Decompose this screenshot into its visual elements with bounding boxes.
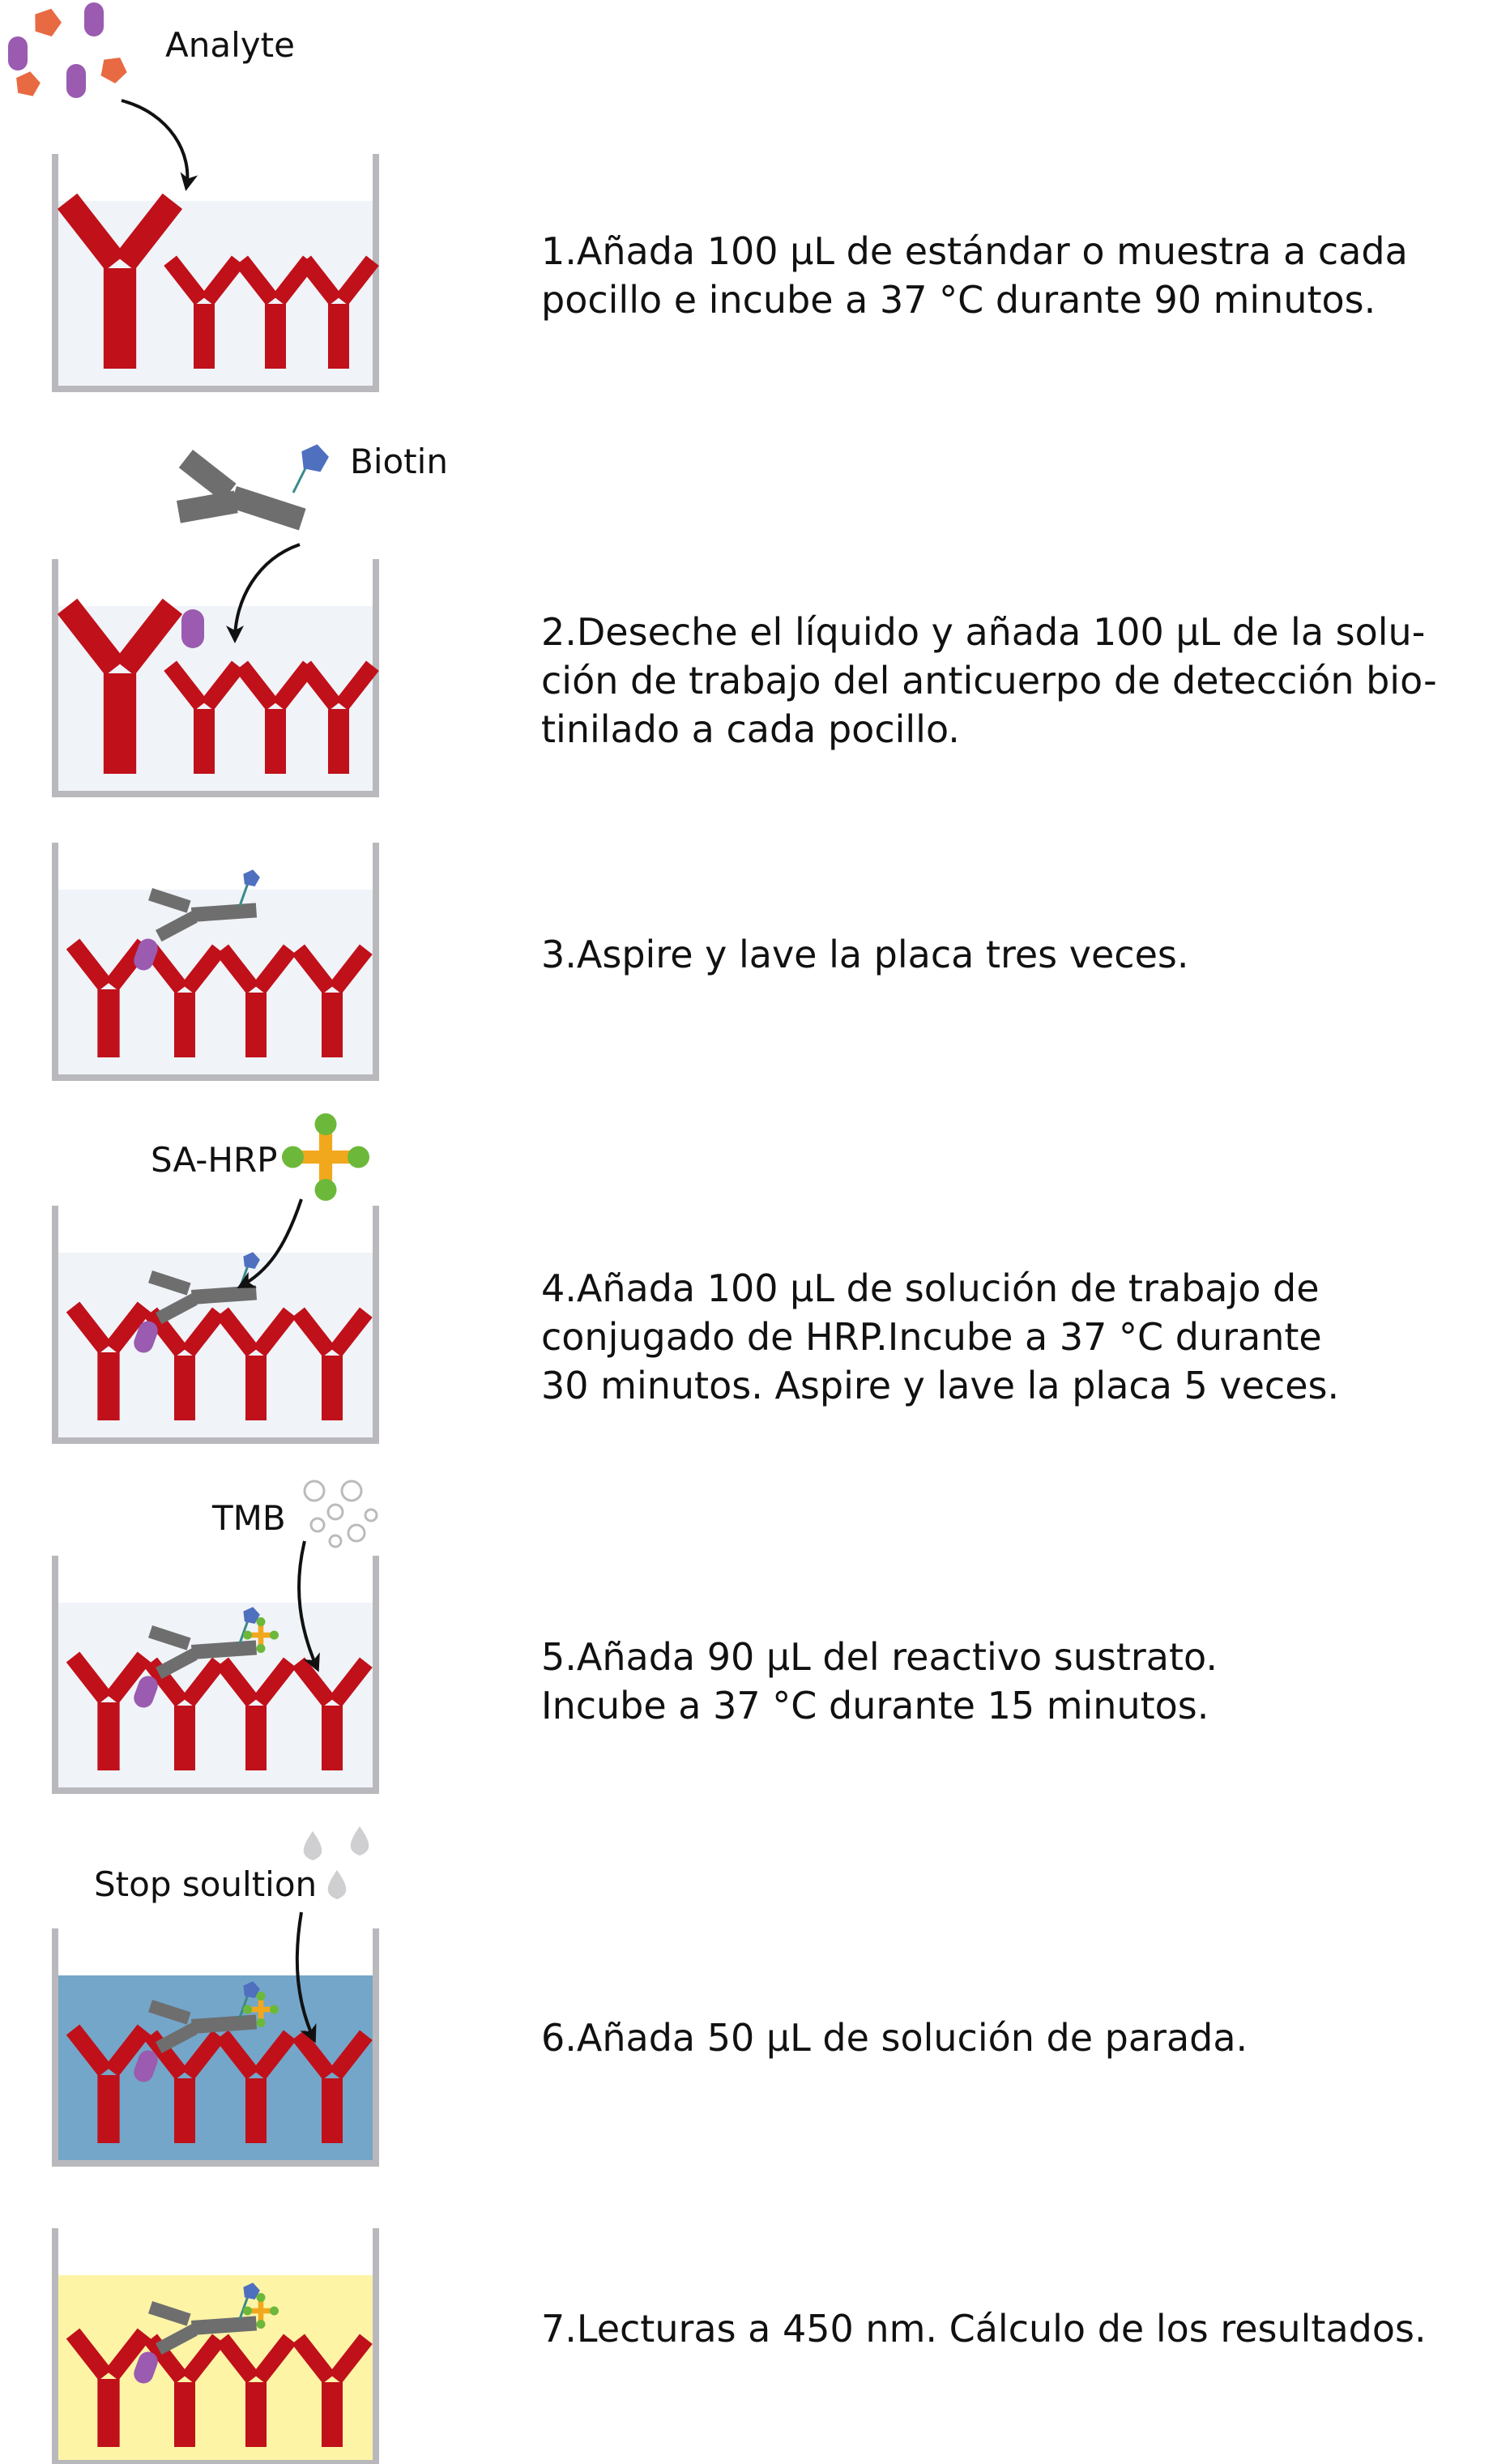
hrp-node	[270, 1631, 279, 1640]
step-text-line: 1.Añada 100 μL de estándar o muestra a cada	[541, 229, 1408, 273]
step-text-3	[541, 930, 1497, 979]
hrp-node	[315, 1113, 337, 1135]
sa-hrp-label: SA-HRP	[151, 1140, 278, 1180]
hrp-node	[270, 2307, 279, 2316]
hrp-node	[257, 1992, 266, 2001]
hrp-node	[257, 1617, 266, 1626]
antibody-stem	[174, 1706, 195, 1770]
panel-step3	[55, 843, 376, 1078]
hrp-node	[257, 2320, 266, 2329]
analyte-arrow	[122, 100, 187, 188]
step-text-line: Incube a 37 °C durante 15 minutos.	[541, 1684, 1209, 1727]
panel-step7	[55, 2228, 376, 2463]
tmb-bubble-icon	[348, 1525, 365, 1541]
antibody-stem	[194, 709, 215, 774]
antibody-stem	[174, 2382, 195, 2447]
step-text-2	[541, 608, 1497, 754]
tmb-label: TMB	[212, 1498, 286, 1538]
antibody-stem	[104, 268, 136, 369]
step-text-line: 4.Añada 100 μL de solución de trabajo de	[541, 1266, 1320, 1310]
tmb-bubble-icon	[330, 1535, 341, 1547]
well	[55, 154, 376, 389]
step-text-line: 7.Lecturas a 450 nm. Cálculo de los resultados.	[541, 2307, 1427, 2351]
antibody-stem	[322, 993, 343, 1057]
antibody-stem	[265, 709, 286, 774]
antibody-stem	[322, 2078, 343, 2143]
step-text-line: 3.Aspire y lave la placa tres veces.	[541, 933, 1189, 976]
biotin-icon	[301, 444, 329, 472]
hrp-node	[243, 2005, 252, 2014]
step-text-line: pocillo e incube a 37 °C durante 90 minutos.	[541, 278, 1376, 322]
analyte-pentagon-icon	[101, 58, 127, 83]
hrp-node	[270, 2005, 279, 2014]
step-text-5	[541, 1633, 1497, 1730]
step-text-line: 6.Añada 50 μL de solución de parada.	[541, 2016, 1248, 2060]
antibody-stem	[174, 993, 195, 1057]
antibody-stem	[97, 1702, 119, 1770]
panel-step4	[55, 1206, 376, 1441]
antibody-stem	[194, 304, 215, 369]
step-text-line: 2.Deseche el líquido y añada 100 μL de la solu-	[541, 610, 1426, 654]
antibody-stem	[322, 1356, 343, 1420]
tmb-bubble-icon	[311, 1518, 324, 1531]
hrp-node	[348, 1147, 369, 1168]
hrp-node	[257, 2293, 266, 2302]
antibody-stem	[97, 989, 119, 1057]
antibody-stem	[97, 1352, 119, 1420]
analyte-capsule-icon	[84, 2, 104, 36]
analyte-label: Analyte	[165, 25, 295, 65]
step-text-4	[541, 1264, 1497, 1410]
analyte-pentagon-icon	[35, 9, 62, 36]
analyte-pentagon-icon	[16, 71, 41, 96]
step-text-line: 5.Añada 90 μL del reactivo sustrato.	[541, 1635, 1218, 1679]
tmb-bubble-icon	[328, 1505, 343, 1519]
tmb-bubble-icon	[342, 1481, 361, 1501]
antibody-stem	[265, 304, 286, 369]
tmb-bubble-icon	[305, 1481, 324, 1501]
step-text-line: 30 minutos. Aspire y lave la placa 5 veces.	[541, 1364, 1340, 1407]
antibody-stem	[174, 1356, 195, 1420]
antibody-stem	[245, 993, 267, 1057]
analyte-group	[8, 2, 295, 188]
panel-step6	[55, 1928, 376, 2163]
hrp-node	[243, 1631, 252, 1640]
detection-antibody-arm-lower	[177, 490, 238, 523]
antibody-stem	[104, 673, 136, 774]
biotin-label: Biotin	[350, 442, 448, 481]
hrp-node	[257, 1644, 266, 1653]
hrp-node	[243, 2307, 252, 2316]
step-text-line: tinilado a cada pocillo.	[541, 707, 960, 751]
panel-step5	[55, 1556, 376, 1791]
antibody-stem	[245, 2078, 267, 2143]
drop-icon	[304, 1831, 322, 1860]
panel-step1	[55, 154, 379, 389]
antibody-stem	[245, 1706, 267, 1770]
step-text-7	[541, 2304, 1497, 2353]
hrp-node	[257, 2018, 266, 2027]
step-text-1	[541, 227, 1497, 324]
analyte-capsule-icon	[8, 36, 28, 70]
analyte-capsule-icon	[66, 64, 86, 98]
step-text-line: ción de trabajo del anticuerpo de detección bio-	[541, 659, 1437, 702]
stop-solution-label: Stop soultion	[94, 1864, 318, 1904]
hrp-node	[315, 1179, 337, 1201]
step-text-line: conjugado de HRP.Incube a 37 °C durante	[541, 1315, 1322, 1359]
antibody-stem	[174, 2078, 195, 2143]
drop-icon	[328, 1870, 347, 1899]
step-text-6	[541, 2013, 1497, 2062]
antibody-stem	[97, 2379, 119, 2447]
antibody-stem	[97, 2075, 119, 2143]
hrp-node	[282, 1147, 304, 1168]
well	[55, 559, 376, 794]
antibody-stem	[245, 1356, 267, 1420]
antibody-stem	[322, 1706, 343, 1770]
antibody-stem	[328, 709, 349, 774]
biotin-icon	[243, 869, 260, 886]
antibody-stem	[245, 2382, 267, 2447]
analyte-bound-icon	[181, 609, 204, 648]
sa-hrp-icon	[282, 1113, 369, 1201]
drop-icon	[351, 1826, 369, 1855]
antibody-stem	[322, 2382, 343, 2447]
antibody-stem	[328, 304, 349, 369]
panel-step2	[55, 559, 379, 794]
tmb-bubble-icon	[365, 1510, 377, 1521]
